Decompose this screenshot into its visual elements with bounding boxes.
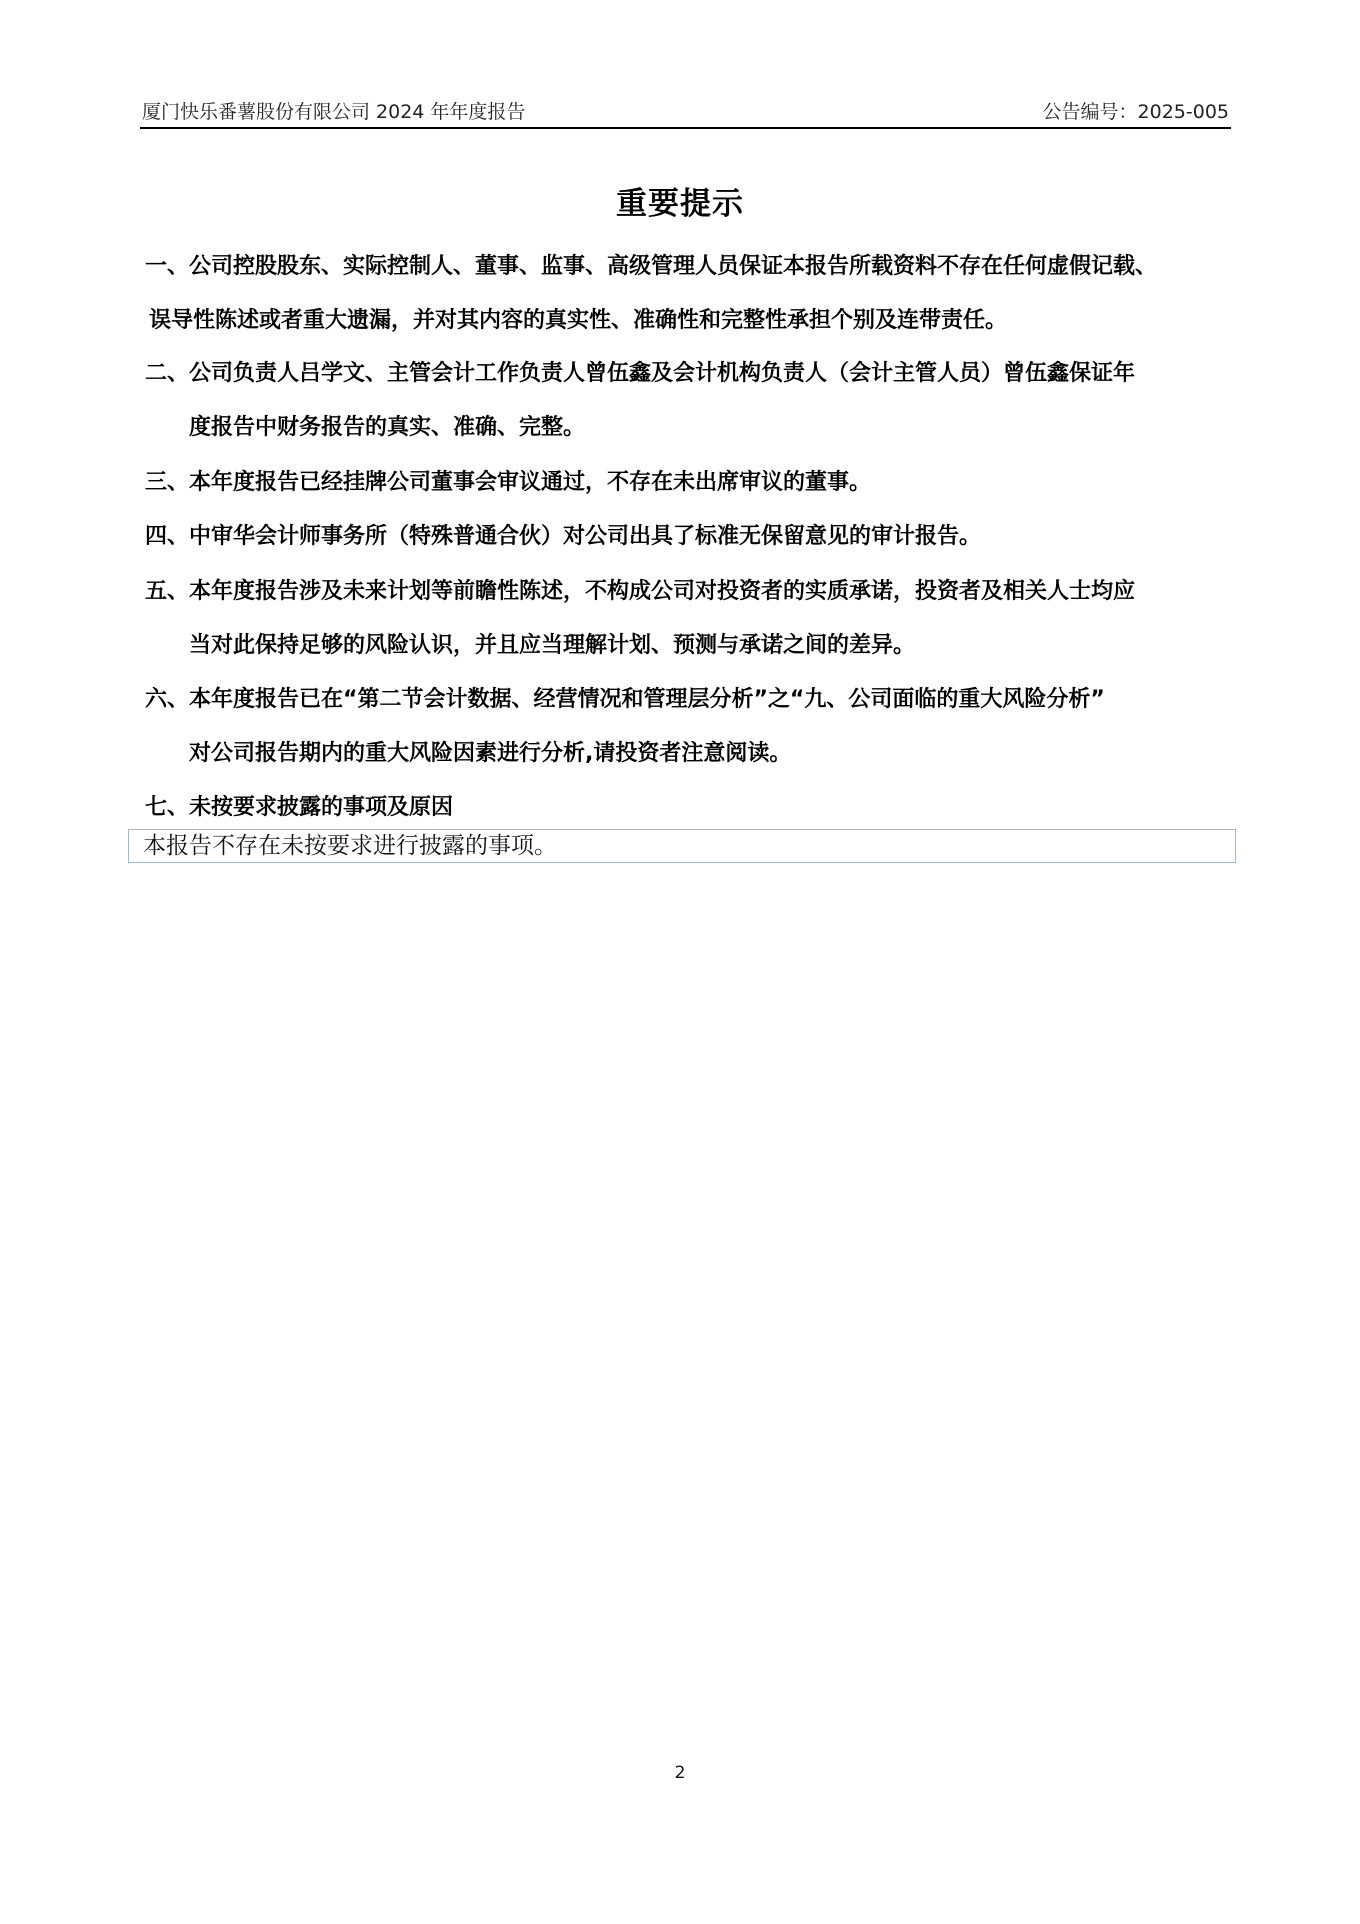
header-company-report: 厦门快乐番薯股份有限公司 2024 年年度报告	[142, 101, 526, 123]
notice-item-4-line-1: 四、中审华会计师事务所（特殊普通合伙）对公司出具了标准无保留意见的审计报告。	[145, 524, 982, 549]
notice-item-7	[145, 781, 1235, 835]
notice-item-4	[145, 510, 1235, 564]
notice-item-6	[145, 673, 1235, 781]
notice-item-7-line-1: 七、未按要求披露的事项及原因	[145, 795, 454, 820]
notice-item-6-line-1: 六、本年度报告已在“第二节会计数据、经营情况和管理层分析”之“九、公司面临的重大风险分析”	[145, 687, 1105, 712]
notice-item-1	[145, 240, 1235, 348]
page-number: 2	[674, 1763, 686, 1783]
notice-item-3-line-1: 三、本年度报告已经挂牌公司董事会审议通过，不存在未出席审议的董事。	[145, 470, 872, 495]
disclosure-text-box: 本报告不存在未按要求进行披露的事项。	[128, 829, 1236, 863]
notice-item-2	[145, 347, 1235, 455]
notice-item-1-line-2: 误导性陈述或者重大遗漏，并对其内容的真实性、准确性和完整性承担个别及连带责任。	[149, 308, 1008, 333]
notice-item-3	[145, 456, 1235, 510]
notice-item-5	[145, 565, 1235, 673]
notice-item-2-line-1: 二、公司负责人吕学文、主管会计工作负责人曾伍鑫及会计机构负责人（会计主管人员）曾伍鑫保证年	[145, 361, 1136, 386]
notice-item-2-line-2: 度报告中财务报告的真实、准确、完整。	[189, 415, 586, 440]
notice-item-1-line-1: 一、公司控股股东、实际控制人、董事、监事、高级管理人员保证本报告所载资料不存在任何虚假记载、	[145, 254, 1158, 279]
header-announcement-number: 公告编号：2025-005	[1042, 101, 1229, 123]
header-divider	[140, 127, 1231, 129]
notice-item-6-line-2: 对公司报告期内的重大风险因素进行分析,请投资者注意阅读。	[189, 741, 792, 766]
notice-item-5-line-1: 五、本年度报告涉及未来计划等前瞻性陈述，不构成公司对投资者的实质承诺，投资者及相关人士均应	[145, 579, 1136, 604]
notice-item-5-line-2: 当对此保持足够的风险认识，并且应当理解计划、预测与承诺之间的差异。	[189, 633, 916, 658]
page-header	[140, 97, 1231, 127]
page-title: 重要提示	[616, 186, 744, 222]
